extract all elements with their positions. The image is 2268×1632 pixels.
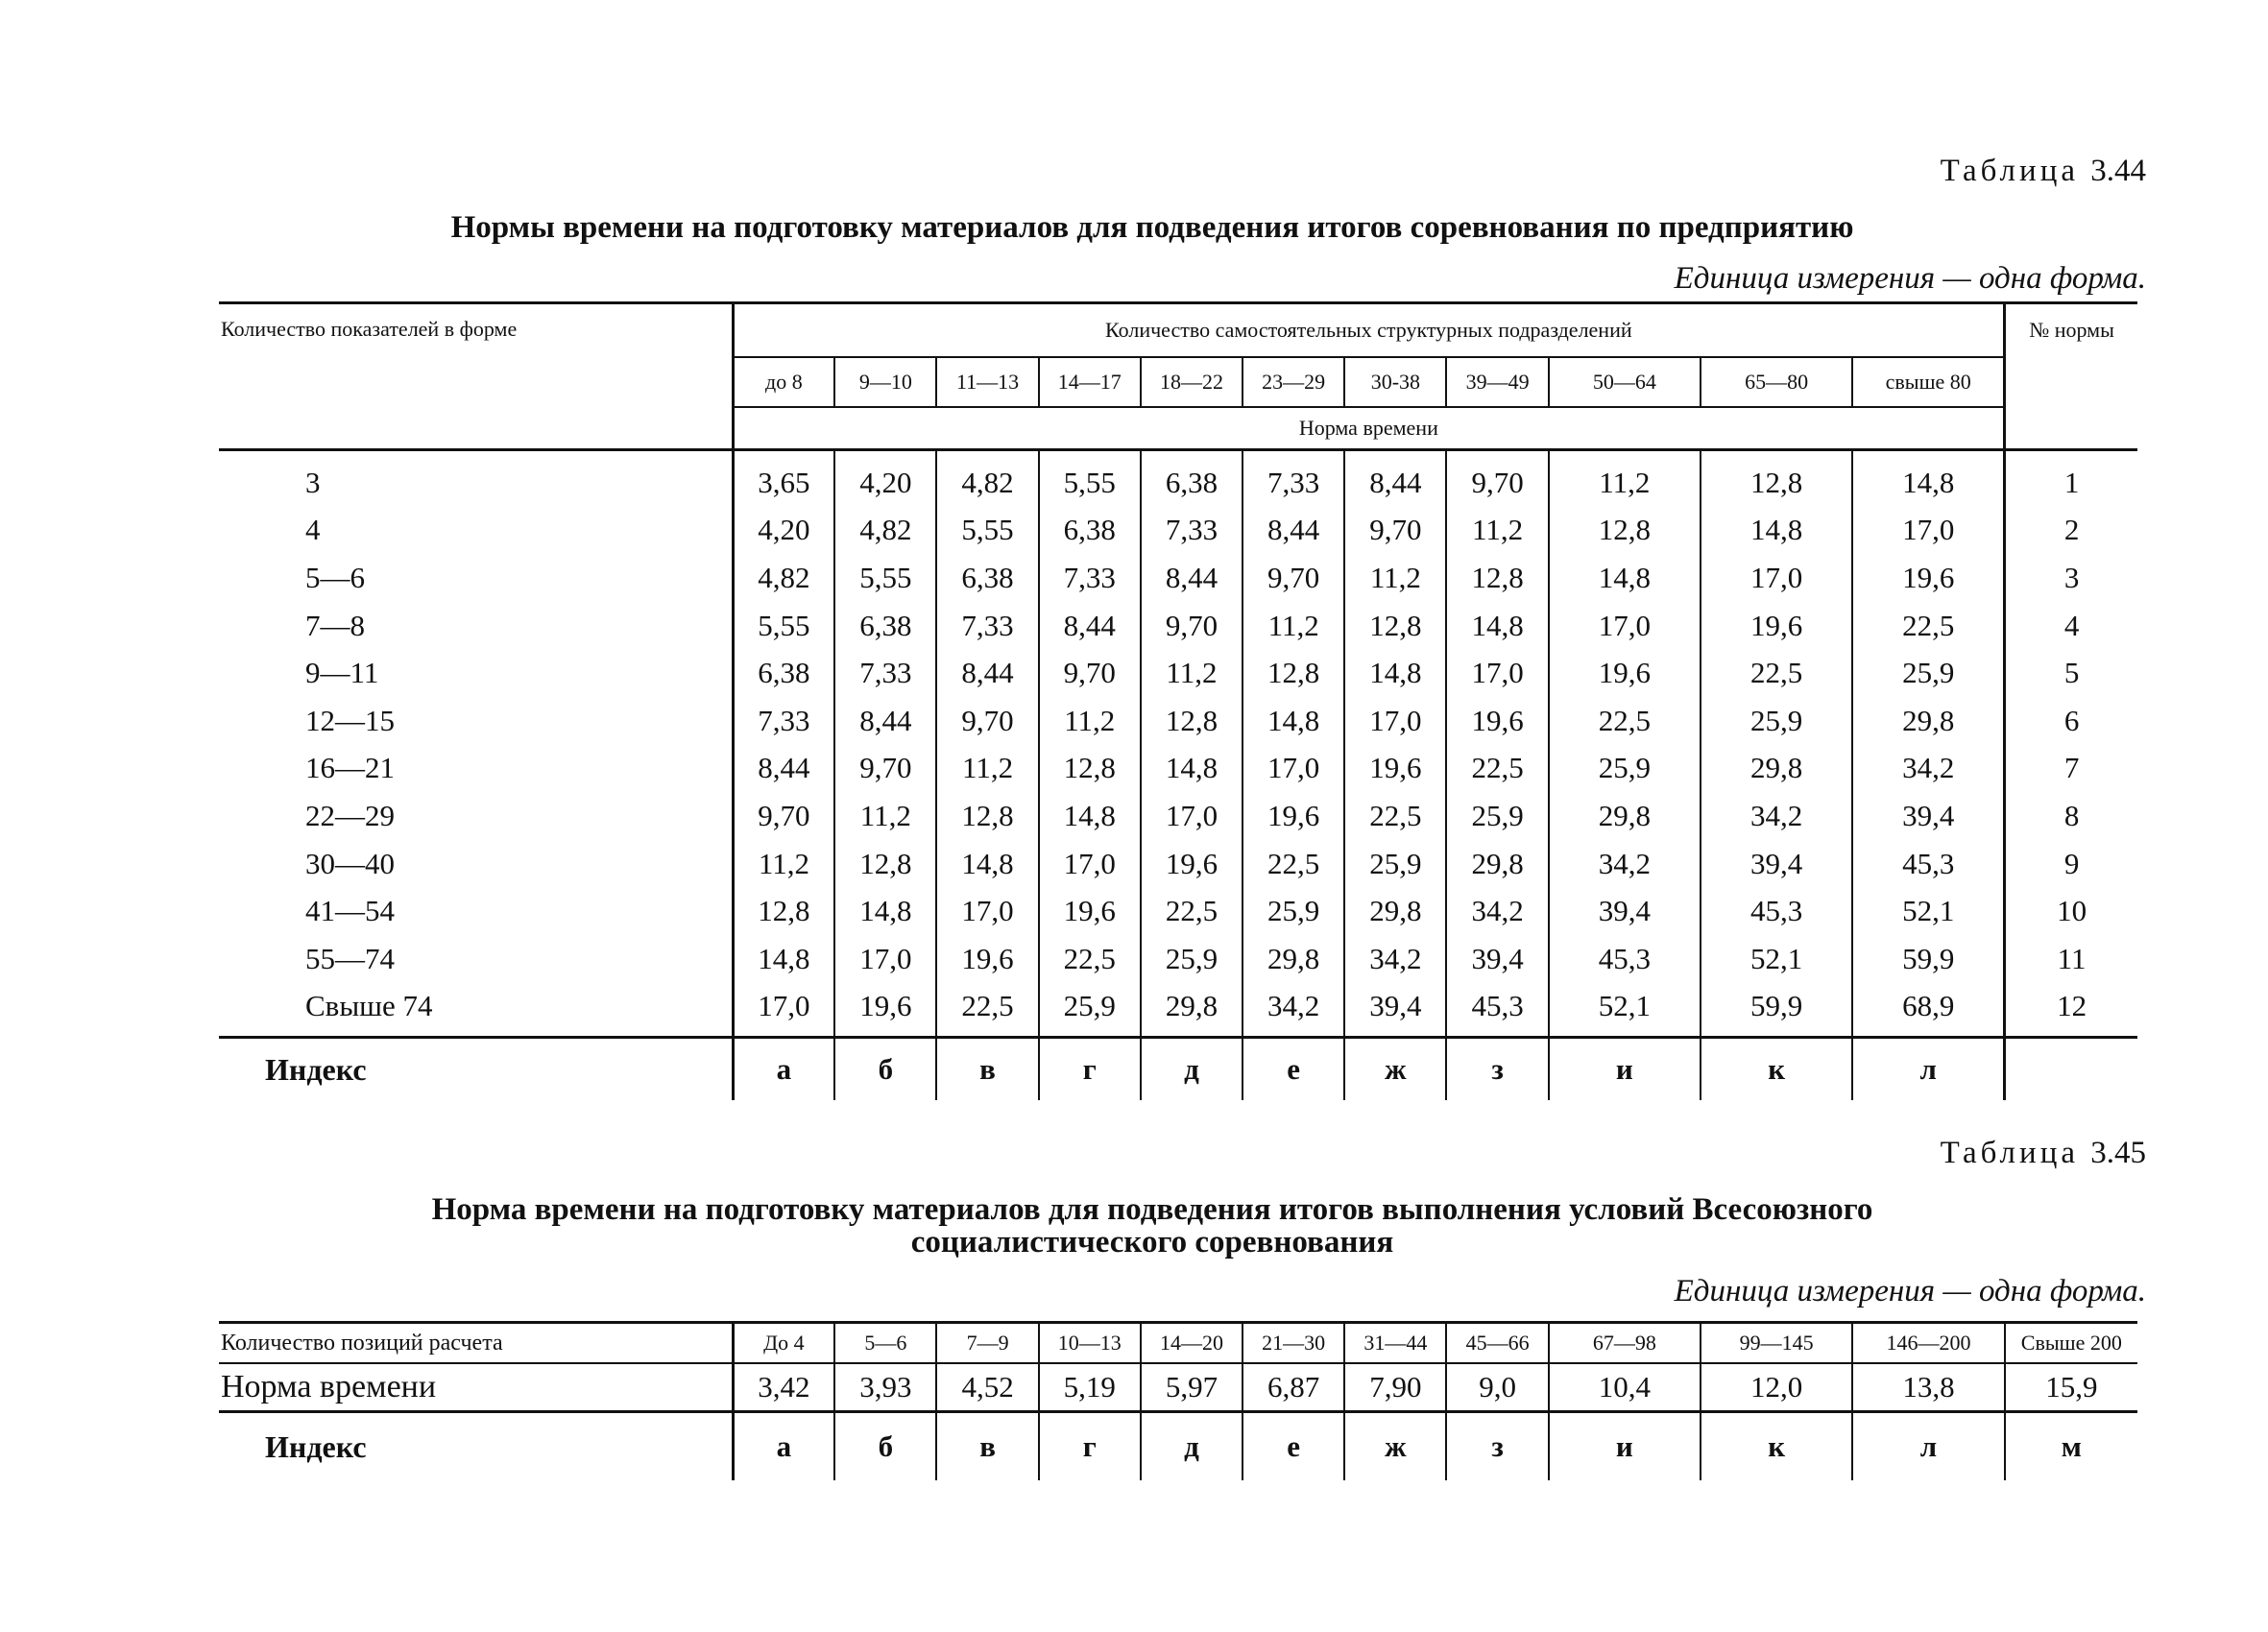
table-cell: 17,0 xyxy=(1701,554,1852,602)
index-cell: а xyxy=(733,1038,834,1101)
row-label: 41—54 xyxy=(305,894,395,928)
table-cell: 6,87 xyxy=(1243,1363,1344,1412)
table-row xyxy=(219,935,2137,983)
index-cell: и xyxy=(1549,1412,1701,1481)
table-cell: 12,8 xyxy=(1344,602,1446,650)
table-row xyxy=(219,649,2137,697)
table-cell: 25,9 xyxy=(1852,649,2004,697)
index-cell: д xyxy=(1141,1038,1243,1101)
table-cell: 15,9 xyxy=(2005,1363,2137,1412)
row-label: 30—40 xyxy=(305,846,395,880)
table-cell: 34,2 xyxy=(1243,983,1344,1038)
table-cell: 10,4 xyxy=(1549,1363,1701,1412)
table-cell: 12,8 xyxy=(936,792,1038,840)
table-cell: 19,6 xyxy=(834,983,936,1038)
table-44-number: 3.44 xyxy=(2090,154,2146,188)
table-45-title-line-1: Норма времени на подготовку материалов для подведения итогов выполнения условий Всесоюзного xyxy=(431,1192,1873,1227)
table-cell: 34,2 xyxy=(1344,935,1446,983)
index-cell: и xyxy=(1549,1038,1701,1101)
table-cell: 12,8 xyxy=(834,840,936,888)
table-cell: 14,8 xyxy=(1852,450,2004,507)
row-label: 3 xyxy=(305,465,321,499)
table-cell: 17,0 xyxy=(936,887,1038,935)
table-cell: 14,8 xyxy=(1446,602,1548,650)
table-cell: 52,1 xyxy=(1701,935,1852,983)
table-cell: 3,65 xyxy=(733,450,834,507)
table-cell: 11,2 xyxy=(1039,697,1141,745)
index-cell: ж xyxy=(1344,1038,1446,1101)
table-cell: 9,0 xyxy=(1446,1363,1548,1412)
table-cell: 14,8 xyxy=(733,935,834,983)
index-cell: к xyxy=(1701,1038,1852,1101)
table-cell: 39,4 xyxy=(1852,792,2004,840)
table-cell: 11,2 xyxy=(1141,649,1243,697)
index-cell: б xyxy=(834,1038,936,1101)
norm-number: 10 xyxy=(2005,887,2137,935)
table-44-label xyxy=(1941,154,2146,189)
norm-number: 12 xyxy=(2005,983,2137,1038)
table-cell: 5,55 xyxy=(1039,450,1141,507)
table-cell: 8,44 xyxy=(1344,450,1446,507)
table-cell: 7,33 xyxy=(1141,507,1243,555)
table-cell: 17,0 xyxy=(1243,745,1344,793)
table-cell: 5,55 xyxy=(936,507,1038,555)
table-cell: 22,5 xyxy=(936,983,1038,1038)
table-44-column-header: 18—22 xyxy=(1141,357,1243,407)
table-cell: 4,52 xyxy=(936,1363,1038,1412)
row-label: 16—21 xyxy=(305,751,395,785)
table-44-column-header: 65—80 xyxy=(1701,357,1852,407)
table-cell: 25,9 xyxy=(1141,935,1243,983)
table-cell: 22,5 xyxy=(1344,792,1446,840)
table-45-column-header: 146—200 xyxy=(1852,1323,2004,1364)
table-cell: 11,2 xyxy=(1549,450,1701,507)
table-cell: 5,19 xyxy=(1039,1363,1141,1412)
table-45-column-header: Свыше 200 xyxy=(2005,1323,2137,1364)
row-label: 55—74 xyxy=(305,941,395,975)
row-label: 7—8 xyxy=(305,608,365,642)
table-45-column-header: 45—66 xyxy=(1446,1323,1548,1364)
table-cell: 39,4 xyxy=(1549,887,1701,935)
table-cell: 17,0 xyxy=(1549,602,1701,650)
row-label: 9—11 xyxy=(305,656,379,690)
table-cell: 45,3 xyxy=(1701,887,1852,935)
table-cell: 39,4 xyxy=(1446,935,1548,983)
table-44-column-header: 14—17 xyxy=(1039,357,1141,407)
index-cell: з xyxy=(1446,1038,1548,1101)
table-cell: 8,44 xyxy=(834,697,936,745)
norm-number: 4 xyxy=(2005,602,2137,650)
table-cell: 29,8 xyxy=(1701,745,1852,793)
table-45-label xyxy=(1941,1136,2146,1171)
index-cell: м xyxy=(2005,1412,2137,1481)
table-cell: 11,2 xyxy=(1243,602,1344,650)
table-cell: 34,2 xyxy=(1446,887,1548,935)
table-45-column-header: 7—9 xyxy=(936,1323,1038,1364)
table-cell: 68,9 xyxy=(1852,983,2004,1038)
table-cell: 39,4 xyxy=(1344,983,1446,1038)
table-cell: 6,38 xyxy=(733,649,834,697)
table-cell: 7,33 xyxy=(1243,450,1344,507)
table-44-label-word: Таблица xyxy=(1940,154,2079,188)
table-cell: 8,44 xyxy=(1243,507,1344,555)
index-label: Индекс xyxy=(265,1428,367,1464)
table-cell: 8,44 xyxy=(936,649,1038,697)
table-row xyxy=(219,840,2137,888)
table-44-index-row xyxy=(219,1038,2137,1101)
table-cell: 13,8 xyxy=(1852,1363,2004,1412)
table-cell: 25,9 xyxy=(1344,840,1446,888)
index-cell: л xyxy=(1852,1038,2004,1101)
index-cell: к xyxy=(1701,1412,1852,1481)
index-label: Индекс xyxy=(265,1051,367,1087)
table-cell: 22,5 xyxy=(1549,697,1701,745)
table-cell: 22,5 xyxy=(1141,887,1243,935)
table-cell: 9,70 xyxy=(1344,507,1446,555)
table-cell: 9,70 xyxy=(1141,602,1243,650)
table-cell: 6,38 xyxy=(936,554,1038,602)
table-44-column-header: до 8 xyxy=(733,357,834,407)
table-44-column-header: свыше 80 xyxy=(1852,357,2004,407)
table-row xyxy=(219,554,2137,602)
table-45-unit: Единица измерения — одна форма. xyxy=(1674,1274,2146,1308)
table-44-unit: Единица измерения — одна форма. xyxy=(1674,261,2146,296)
table-cell: 9,70 xyxy=(936,697,1038,745)
table-cell: 22,5 xyxy=(1446,745,1548,793)
index-cell: ж xyxy=(1344,1412,1446,1481)
table-cell: 22,5 xyxy=(1243,840,1344,888)
table-row xyxy=(219,745,2137,793)
table-cell: 9,70 xyxy=(834,745,936,793)
row-label: 22—29 xyxy=(305,798,395,832)
index-cell: в xyxy=(936,1038,1038,1101)
index-cell-empty xyxy=(2005,1038,2137,1101)
index-cell: в xyxy=(936,1412,1038,1481)
table-cell: 6,38 xyxy=(1141,450,1243,507)
table-cell: 14,8 xyxy=(1243,697,1344,745)
norm-number: 3 xyxy=(2005,554,2137,602)
table-cell: 22,5 xyxy=(1852,602,2004,650)
table-cell: 8,44 xyxy=(733,745,834,793)
table-cell: 12,8 xyxy=(1549,507,1701,555)
index-cell: б xyxy=(834,1412,936,1481)
table-cell: 17,0 xyxy=(1446,649,1548,697)
table-45-column-header: 5—6 xyxy=(834,1323,936,1364)
table-cell: 22,5 xyxy=(1701,649,1852,697)
table-45-title xyxy=(221,1193,2084,1259)
table-cell: 29,8 xyxy=(1852,697,2004,745)
index-cell: е xyxy=(1243,1412,1344,1481)
table-cell: 19,6 xyxy=(1344,745,1446,793)
table-cell: 19,6 xyxy=(1141,840,1243,888)
table-cell: 14,8 xyxy=(834,887,936,935)
table-45-index-row xyxy=(219,1412,2137,1481)
table-45-value-row xyxy=(219,1363,2137,1412)
index-cell: г xyxy=(1039,1038,1141,1101)
table-cell: 7,90 xyxy=(1344,1363,1446,1412)
norm-number: 9 xyxy=(2005,840,2137,888)
table-44-column-header: 39—49 xyxy=(1446,357,1548,407)
index-cell: д xyxy=(1141,1412,1243,1481)
table-44-title: Нормы времени на подготовку материалов для подведения итогов соревнования по предприятию xyxy=(450,210,1854,245)
table-44-header-norm: Норма времени xyxy=(733,407,2005,450)
row-label: Норма времени xyxy=(219,1363,733,1412)
table-cell: 4,82 xyxy=(834,507,936,555)
table-cell: 17,0 xyxy=(1039,840,1141,888)
table-cell: 19,6 xyxy=(936,935,1038,983)
table-44-header-main: Количество самостоятельных структурных подразделений xyxy=(733,303,2005,358)
table-45-number: 3.45 xyxy=(2090,1136,2146,1170)
table-cell: 34,2 xyxy=(1549,840,1701,888)
table-cell: 17,0 xyxy=(834,935,936,983)
table-cell: 11,2 xyxy=(1446,507,1548,555)
table-cell: 19,6 xyxy=(1446,697,1548,745)
table-45-header-left: Количество позиций расчета xyxy=(219,1323,733,1364)
table-44-column-header: 30-38 xyxy=(1344,357,1446,407)
norm-number: 2 xyxy=(2005,507,2137,555)
table-cell: 7,33 xyxy=(733,697,834,745)
table-row xyxy=(219,983,2137,1038)
table-cell: 25,9 xyxy=(1446,792,1548,840)
table-cell: 12,8 xyxy=(1243,649,1344,697)
table-cell: 14,8 xyxy=(1039,792,1141,840)
index-cell: а xyxy=(733,1412,834,1481)
table-cell: 59,9 xyxy=(1852,935,2004,983)
table-cell: 6,38 xyxy=(1039,507,1141,555)
table-cell: 45,3 xyxy=(1446,983,1548,1038)
table-cell: 3,93 xyxy=(834,1363,936,1412)
table-cell: 45,3 xyxy=(1852,840,2004,888)
table-cell: 11,2 xyxy=(733,840,834,888)
table-cell: 29,8 xyxy=(1141,983,1243,1038)
table-44-column-header: 50—64 xyxy=(1549,357,1701,407)
index-cell: е xyxy=(1243,1038,1344,1101)
table-cell: 7,33 xyxy=(936,602,1038,650)
table-cell: 59,9 xyxy=(1701,983,1852,1038)
table-cell: 5,55 xyxy=(834,554,936,602)
table-45-column-header: 21—30 xyxy=(1243,1323,1344,1364)
table-cell: 14,8 xyxy=(1344,649,1446,697)
table-44-header-num: № нормы xyxy=(2005,303,2137,450)
table-cell: 29,8 xyxy=(1549,792,1701,840)
table-cell: 52,1 xyxy=(1852,887,2004,935)
table-row xyxy=(219,507,2137,555)
table-cell: 25,9 xyxy=(1039,983,1141,1038)
table-row xyxy=(219,792,2137,840)
table-cell: 25,9 xyxy=(1549,745,1701,793)
table-cell: 11,2 xyxy=(936,745,1038,793)
table-cell: 4,82 xyxy=(936,450,1038,507)
table-cell: 29,8 xyxy=(1446,840,1548,888)
table-cell: 19,6 xyxy=(1852,554,2004,602)
table-cell: 4,82 xyxy=(733,554,834,602)
index-cell: г xyxy=(1039,1412,1141,1481)
table-44-header-left: Количество показателей в форме xyxy=(219,303,733,450)
table-44-column-header: 11—13 xyxy=(936,357,1038,407)
table-cell: 9,70 xyxy=(1243,554,1344,602)
index-cell: л xyxy=(1852,1412,2004,1481)
table-cell: 25,9 xyxy=(1701,697,1852,745)
row-label: 5—6 xyxy=(305,560,365,594)
table-cell: 29,8 xyxy=(1243,935,1344,983)
table-row xyxy=(219,697,2137,745)
row-label: 12—15 xyxy=(305,703,395,737)
table-cell: 34,2 xyxy=(1852,745,2004,793)
table-45-column-header: 14—20 xyxy=(1141,1323,1243,1364)
table-cell: 19,6 xyxy=(1549,649,1701,697)
row-label: Свыше 74 xyxy=(219,983,733,1038)
table-cell: 14,8 xyxy=(1141,745,1243,793)
table-cell: 17,0 xyxy=(733,983,834,1038)
table-cell: 11,2 xyxy=(834,792,936,840)
table-cell: 9,70 xyxy=(1446,450,1548,507)
table-cell: 39,4 xyxy=(1701,840,1852,888)
table-45-column-header: 31—44 xyxy=(1344,1323,1446,1364)
table-cell: 4,20 xyxy=(834,450,936,507)
table-row xyxy=(219,602,2137,650)
table-cell: 3,42 xyxy=(733,1363,834,1412)
table-cell: 4,20 xyxy=(733,507,834,555)
table-cell: 17,0 xyxy=(1344,697,1446,745)
table-cell: 14,8 xyxy=(1549,554,1701,602)
table-cell: 9,70 xyxy=(1039,649,1141,697)
table-45-column-header: 67—98 xyxy=(1549,1323,1701,1364)
table-cell: 7,33 xyxy=(1039,554,1141,602)
table-cell: 17,0 xyxy=(1141,792,1243,840)
norm-number: 1 xyxy=(2005,450,2137,507)
table-cell: 45,3 xyxy=(1549,935,1701,983)
table-cell: 5,97 xyxy=(1141,1363,1243,1412)
table-cell: 8,44 xyxy=(1141,554,1243,602)
table-cell: 19,6 xyxy=(1039,887,1141,935)
table-cell: 14,8 xyxy=(936,840,1038,888)
table-cell: 19,6 xyxy=(1701,602,1852,650)
table-cell: 9,70 xyxy=(733,792,834,840)
norm-number: 5 xyxy=(2005,649,2137,697)
table-cell: 34,2 xyxy=(1701,792,1852,840)
row-label: 4 xyxy=(305,513,321,547)
table-cell: 8,44 xyxy=(1039,602,1141,650)
table-45-title-line-2: социалистического соревнования xyxy=(910,1225,1394,1260)
table-45 xyxy=(219,1321,2137,1480)
table-cell: 12,8 xyxy=(1141,697,1243,745)
table-cell: 11,2 xyxy=(1344,554,1446,602)
index-cell: з xyxy=(1446,1412,1548,1481)
norm-number: 11 xyxy=(2005,935,2137,983)
table-44-column-header: 23—29 xyxy=(1243,357,1344,407)
table-45-column-header: 10—13 xyxy=(1039,1323,1141,1364)
table-row xyxy=(219,450,2137,507)
table-cell: 12,8 xyxy=(1039,745,1141,793)
table-45-column-header: 99—145 xyxy=(1701,1323,1852,1364)
table-cell: 17,0 xyxy=(1852,507,2004,555)
table-cell: 12,8 xyxy=(1701,450,1852,507)
table-45-column-header: До 4 xyxy=(733,1323,834,1364)
table-cell: 52,1 xyxy=(1549,983,1701,1038)
table-cell: 7,33 xyxy=(834,649,936,697)
norm-number: 6 xyxy=(2005,697,2137,745)
table-44-column-header: 9—10 xyxy=(834,357,936,407)
table-cell: 14,8 xyxy=(1701,507,1852,555)
table-cell: 6,38 xyxy=(834,602,936,650)
table-row xyxy=(219,887,2137,935)
table-cell: 12,8 xyxy=(733,887,834,935)
table-45-header-row xyxy=(219,1323,2137,1364)
table-cell: 12,8 xyxy=(1446,554,1548,602)
norm-number: 8 xyxy=(2005,792,2137,840)
table-cell: 19,6 xyxy=(1243,792,1344,840)
table-cell: 29,8 xyxy=(1344,887,1446,935)
norm-number: 7 xyxy=(2005,745,2137,793)
table-cell: 12,0 xyxy=(1701,1363,1852,1412)
table-cell: 25,9 xyxy=(1243,887,1344,935)
table-44 xyxy=(219,301,2137,1100)
table-cell: 5,55 xyxy=(733,602,834,650)
table-cell: 22,5 xyxy=(1039,935,1141,983)
table-45-label-word: Таблица xyxy=(1940,1136,2079,1170)
